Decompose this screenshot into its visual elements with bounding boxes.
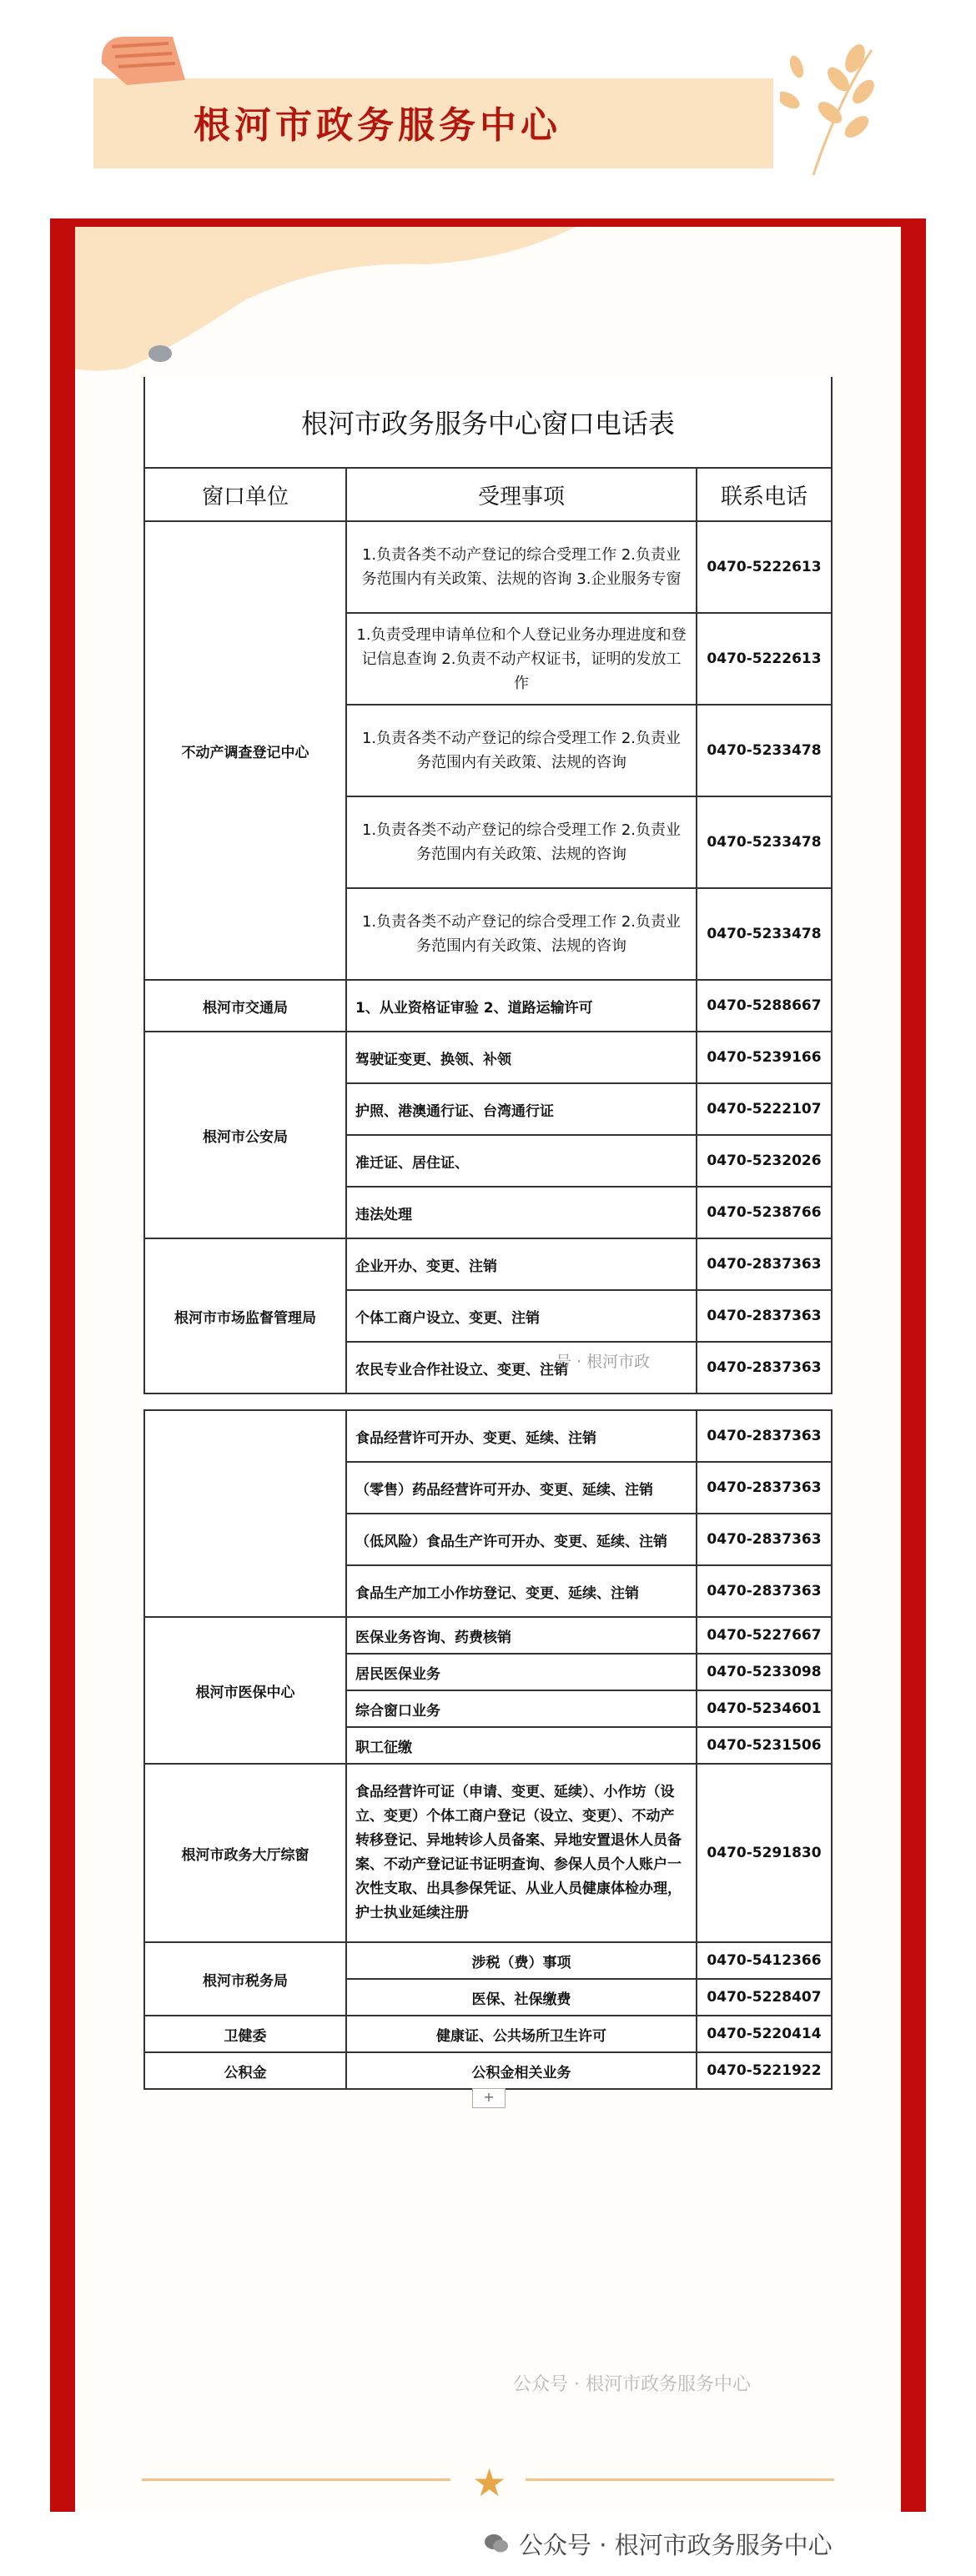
pin-icon bbox=[148, 345, 172, 362]
header-banner bbox=[93, 78, 773, 168]
phone-cell: 0470-5412366 bbox=[697, 1942, 832, 1979]
matter-cell: 食品经营许可证（申请、变更、延续）、小作坊（设立、变更）个体工商户登记（设立、变更）、不动产转移登记、异地转诊人员备案、异地安置退休人员备案、不动产登记证书证明查询、参保人员个人账户一次性支取、出具参保凭证、从业人员健康体检办理，护士执业延续注册 bbox=[346, 1764, 697, 1942]
matter-cell: 护照、港澳通行证、台湾通行证 bbox=[346, 1083, 697, 1135]
unit-cell: 根河市政务大厅综窗 bbox=[144, 1764, 346, 1942]
matter-cell: 违法处理 bbox=[346, 1187, 697, 1238]
phone-cell: 0470-5228407 bbox=[697, 1979, 832, 2016]
phone-cell: 0470-5231506 bbox=[697, 1727, 832, 1764]
matter-cell: （低风险）食品生产许可开办、变更、延续、注销 bbox=[346, 1514, 697, 1565]
phone-cell: 0470-5239166 bbox=[697, 1032, 832, 1083]
scroll-icon bbox=[93, 30, 194, 88]
matter-cell: 1.负责各类不动产登记的综合受理工作 2.负责业务范围内有关政策、法规的咨询 bbox=[346, 888, 697, 980]
matter-cell: 食品经营许可开办、变更、延续、注销 bbox=[346, 1410, 697, 1462]
decorative-blob bbox=[75, 227, 576, 394]
phone-cell: 0470-5220414 bbox=[697, 2016, 832, 2052]
matter-cell: （零售）药品经营许可开办、变更、延续、注销 bbox=[346, 1462, 697, 1514]
column-header: 受理事项 bbox=[346, 468, 697, 521]
phone-cell: 0470-5222613 bbox=[697, 613, 832, 705]
frame-left bbox=[50, 218, 75, 2512]
watermark-mid: 公众号 · 根河市政务服务中心 bbox=[513, 2374, 751, 2395]
matter-cell: 企业开办、变更、注销 bbox=[346, 1238, 697, 1290]
phone-cell: 0470-2837363 bbox=[697, 1410, 832, 1462]
matter-cell: 准迁证、居住证、 bbox=[346, 1135, 697, 1187]
divider-right bbox=[526, 2478, 834, 2481]
unit-cell: 不动产调查登记中心 bbox=[144, 521, 346, 980]
phone-cell: 0470-5222613 bbox=[697, 521, 832, 613]
matter-cell: 1.负责各类不动产登记的综合受理工作 2.负责业务范围内有关政策、法规的咨询 bbox=[346, 705, 697, 796]
phone-cell: 0470-2837363 bbox=[697, 1514, 832, 1565]
unit-cell: 根河市税务局 bbox=[144, 1942, 346, 2016]
phone-cell: 0470-2837363 bbox=[697, 1565, 832, 1617]
phone-cell: 0470-5222107 bbox=[697, 1083, 832, 1135]
phone-cell: 0470-2837363 bbox=[697, 1290, 832, 1342]
matter-cell: 综合窗口业务 bbox=[346, 1690, 697, 1727]
phone-cell: 0470-5234601 bbox=[697, 1690, 832, 1727]
frame-right bbox=[901, 218, 926, 2512]
watermark-bottom: 公众号 · 根河市政务服务中心 bbox=[519, 2531, 833, 2559]
phone-cell: 0470-5227667 bbox=[697, 1617, 832, 1654]
unit-cell: 根河市公安局 bbox=[144, 1032, 346, 1238]
matter-cell: 1、从业资格证审验 2、道路运输许可 bbox=[346, 980, 697, 1032]
phone-cell: 0470-5291830 bbox=[697, 1764, 832, 1942]
phone-cell: 0470-2837363 bbox=[697, 1342, 832, 1393]
matter-cell: 食品生产加工小作坊登记、变更、延续、注销 bbox=[346, 1565, 697, 1617]
unit-cell: 根河市医保中心 bbox=[144, 1617, 346, 1764]
star-icon: ★ bbox=[472, 2460, 507, 2505]
unit-cell: 卫健委 bbox=[144, 2016, 346, 2052]
phone-cell: 0470-5233478 bbox=[697, 888, 832, 980]
unit-cell: 公积金 bbox=[144, 2052, 346, 2089]
column-header: 联系电话 bbox=[697, 468, 832, 521]
matter-cell: 居民医保业务 bbox=[346, 1654, 697, 1690]
matter-cell: 农民专业合作社设立、变更、注销 bbox=[346, 1342, 697, 1393]
matter-cell: 1.负责各类不动产登记的综合受理工作 2.负责业务范围内有关政策、法规的咨询 3.企业服务专窗 bbox=[346, 521, 697, 613]
matter-cell: 1.负责受理申请单位和个人登记业务办理进度和登记信息查询 2.负责不动产权证书，证明的发放工作 bbox=[346, 613, 697, 705]
frame-top bbox=[75, 218, 901, 227]
phone-table-part2 bbox=[143, 1409, 833, 2090]
phone-cell: 0470-5288667 bbox=[697, 980, 832, 1032]
column-header: 窗口单位 bbox=[144, 468, 346, 521]
phone-cell: 0470-5233098 bbox=[697, 1654, 832, 1690]
matter-cell: 1.负责各类不动产登记的综合受理工作 2.负责业务范围内有关政策、法规的咨询 bbox=[346, 796, 697, 888]
matter-cell: 驾驶证变更、换领、补领 bbox=[346, 1032, 697, 1083]
phone-table-part1 bbox=[143, 377, 833, 1394]
phone-cell: 0470-5233478 bbox=[697, 796, 832, 888]
page-title: 根河市政务服务中心 bbox=[194, 104, 561, 147]
phone-cell: 0470-5232026 bbox=[697, 1135, 832, 1187]
matter-cell: 职工征缴 bbox=[346, 1727, 697, 1764]
matter-cell: 医保业务咨询、药费核销 bbox=[346, 1617, 697, 1654]
divider-left bbox=[142, 2478, 450, 2481]
unit-cell: 根河市交通局 bbox=[144, 980, 346, 1032]
table-title: 根河市政务服务中心窗口电话表 bbox=[144, 377, 832, 468]
add-row-button[interactable]: + bbox=[472, 2088, 506, 2108]
wheat-leaf-icon bbox=[780, 33, 888, 183]
phone-cell: 0470-5221922 bbox=[697, 2052, 832, 2089]
phone-cell: 0470-5238766 bbox=[697, 1187, 832, 1238]
matter-cell: 医保、社保缴费 bbox=[346, 1979, 697, 2016]
unit-cell: 根河市市场监督管理局 bbox=[144, 1238, 346, 1393]
phone-cell: 0470-2837363 bbox=[697, 1238, 832, 1290]
matter-cell: 个体工商户设立、变更、注销 bbox=[346, 1290, 697, 1342]
unit-cell-continued bbox=[144, 1410, 346, 1617]
matter-cell: 公积金相关业务 bbox=[346, 2052, 697, 2089]
wechat-icon bbox=[484, 2533, 509, 2553]
matter-cell: 健康证、公共场所卫生许可 bbox=[346, 2016, 697, 2052]
phone-cell: 0470-5233478 bbox=[697, 705, 832, 796]
phone-cell: 0470-2837363 bbox=[697, 1462, 832, 1514]
table-watermark: 号 · 根河市政 bbox=[556, 1353, 651, 1371]
matter-cell: 涉税（费）事项 bbox=[346, 1942, 697, 1979]
